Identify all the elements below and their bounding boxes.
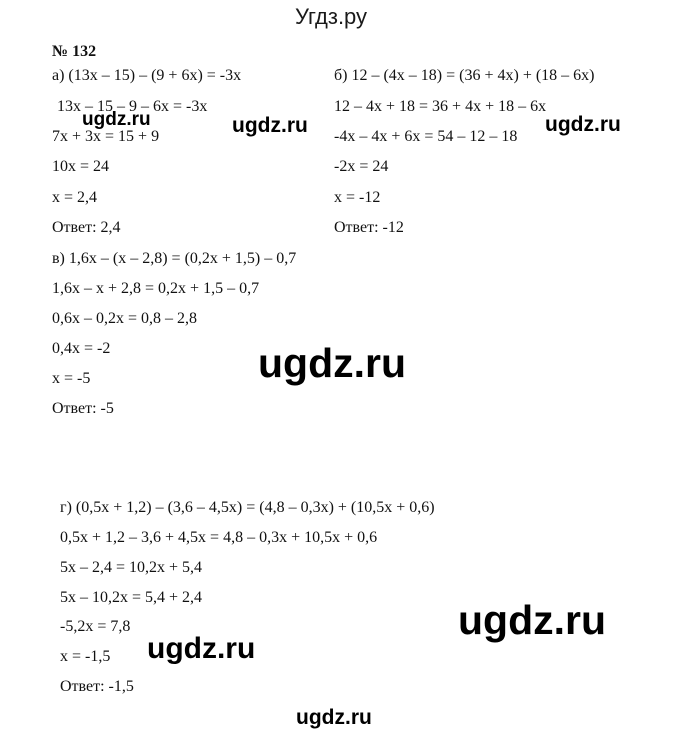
watermark: ugdz.ru [258,340,407,386]
part-b-line: x = -12 [334,189,381,206]
part-v-line: 0,6x – 0,2x = 0,8 – 2,8 [52,310,198,327]
part-b-line: -4x – 4x + 6x = 54 – 12 – 18 [334,128,518,145]
part-g-line: x = -1,5 [60,648,111,665]
part-v-line: x = -5 [52,370,91,387]
part-a-line: а) (13x – 15) – (9 + 6x) = -3x [52,67,242,84]
part-b-line: -2x = 24 [334,158,389,175]
part-v-line: 1,6x – x + 2,8 = 0,2x + 1,5 – 0,7 [52,280,260,297]
part-a-answer: Ответ: 2,4 [52,219,121,236]
part-b-line: 12 – 4x + 18 = 36 + 4x + 18 – 6x [334,98,547,115]
part-v-line: 0,4x = -2 [52,340,111,357]
part-g-line: 5x – 2,4 = 10,2x + 5,4 [60,559,203,576]
part-g-line: г) (0,5x + 1,2) – (3,6 – 4,5x) = (4,8 – 0,3x) + (10,5x + 0,6) [60,499,435,516]
watermark: ugdz.ru [545,113,621,136]
part-v-answer: Ответ: -5 [52,400,114,417]
watermark: ugdz.ru [458,597,607,643]
part-a-line: 13x – 15 – 9 – 6x = -3x [57,98,208,115]
footer-watermark: ugdz.ru [296,706,372,729]
part-a-line: 10x = 24 [52,158,110,175]
part-a-line: x = 2,4 [52,189,98,206]
part-g-line: -5,2x = 7,8 [60,618,131,635]
part-v-line: в) 1,6x – (x – 2,8) = (0,2x + 1,5) – 0,7 [52,250,297,267]
part-b-answer: Ответ: -12 [334,219,404,236]
watermark: ugdz.ru [82,109,151,130]
part-g-line: 5x – 10,2x = 5,4 + 2,4 [60,589,203,606]
site-title: Угдз.ру [295,4,368,29]
problem-number: № 132 [52,43,97,60]
watermark: ugdz.ru [147,632,256,665]
part-b-line: б) 12 – (4x – 18) = (36 + 4x) + (18 – 6x) [334,67,595,84]
part-g-line: 0,5x + 1,2 – 3,6 + 4,5x = 4,8 – 0,3x + 10,5x + 0,6 [60,529,378,546]
part-g-answer: Ответ: -1,5 [60,678,134,695]
watermark: ugdz.ru [232,114,308,137]
part-a-line: 7x + 3x = 15 + 9 [52,128,160,145]
